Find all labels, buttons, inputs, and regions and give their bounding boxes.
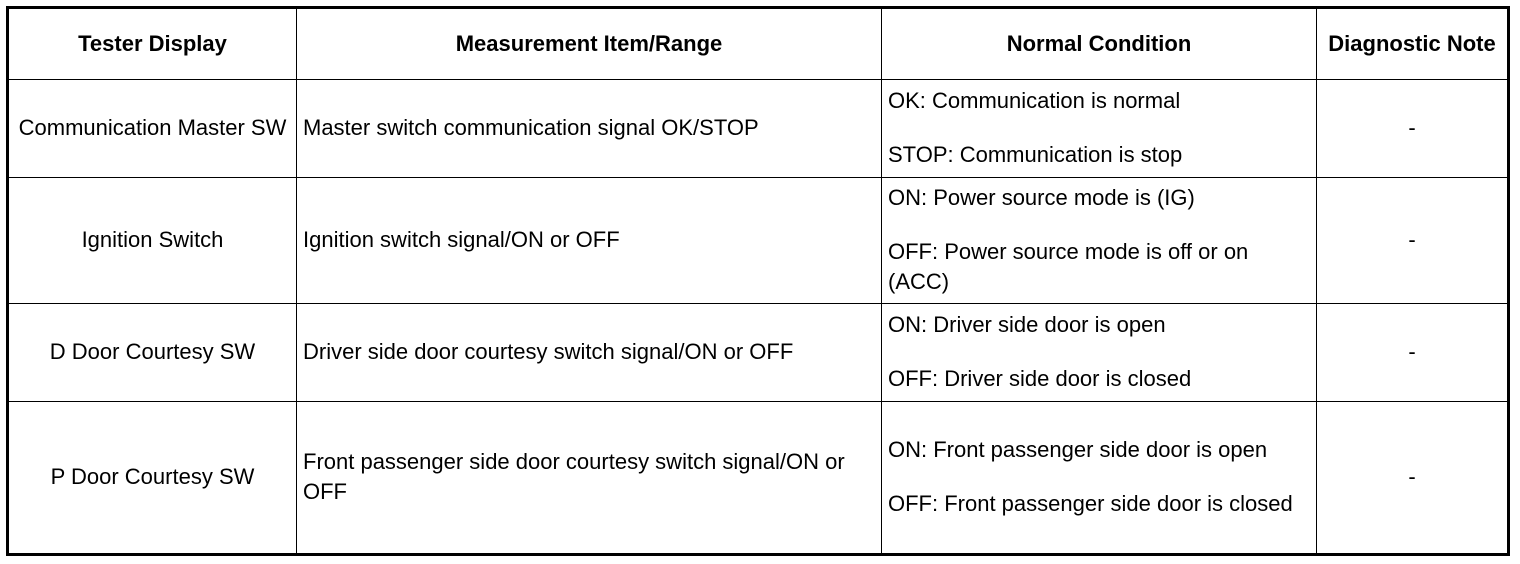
normal-condition-cell <box>882 303 1317 401</box>
measurement-cell: Ignition switch signal/ON or OFF <box>297 177 882 303</box>
condition-line: OFF: Power source mode is off or on (ACC) <box>888 239 1249 295</box>
header-tester-display: Tester Display <box>8 8 297 80</box>
condition-line: ON: Driver side door is open <box>888 312 1166 338</box>
condition-line: OFF: Driver side door is closed <box>888 366 1192 392</box>
tester-display-cell: P Door Courtesy SW <box>8 401 297 554</box>
condition-line: ON: Front passenger side door is open <box>888 437 1268 463</box>
header-normal-condition: Normal Condition <box>882 8 1317 80</box>
condition-line: ON: Power source mode is (IG) <box>888 185 1195 211</box>
diagnostic-note-cell: - <box>1317 303 1509 401</box>
normal-condition-cell <box>882 80 1317 178</box>
tester-display-cell: Ignition Switch <box>8 177 297 303</box>
diagnostic-table-container <box>6 6 1507 556</box>
normal-condition-cell <box>882 177 1317 303</box>
header-diagnostic-note: Diagnostic Note <box>1317 8 1509 80</box>
diagnostic-note-cell: - <box>1317 80 1509 178</box>
table-row <box>8 303 1509 401</box>
condition-line: STOP: Communication is stop <box>888 142 1183 168</box>
diagnostic-table <box>6 6 1510 556</box>
measurement-cell: Front passenger side door courtesy switch signal/ON or OFF <box>297 401 882 554</box>
normal-condition-cell <box>882 401 1317 554</box>
tester-display-cell: Communication Master SW <box>8 80 297 178</box>
condition-line: OFF: Front passenger side door is closed <box>888 491 1293 517</box>
measurement-cell: Driver side door courtesy switch signal/ON or OFF <box>297 303 882 401</box>
diagnostic-note-cell: - <box>1317 401 1509 554</box>
table-row <box>8 177 1509 303</box>
table-row <box>8 401 1509 554</box>
header-row <box>8 8 1509 80</box>
header-measurement: Measurement Item/Range <box>297 8 882 80</box>
tester-display-cell: D Door Courtesy SW <box>8 303 297 401</box>
diagnostic-note-cell: - <box>1317 177 1509 303</box>
table-row <box>8 80 1509 178</box>
condition-line: OK: Communication is normal <box>888 88 1181 114</box>
measurement-cell: Master switch communication signal OK/STOP <box>297 80 882 178</box>
